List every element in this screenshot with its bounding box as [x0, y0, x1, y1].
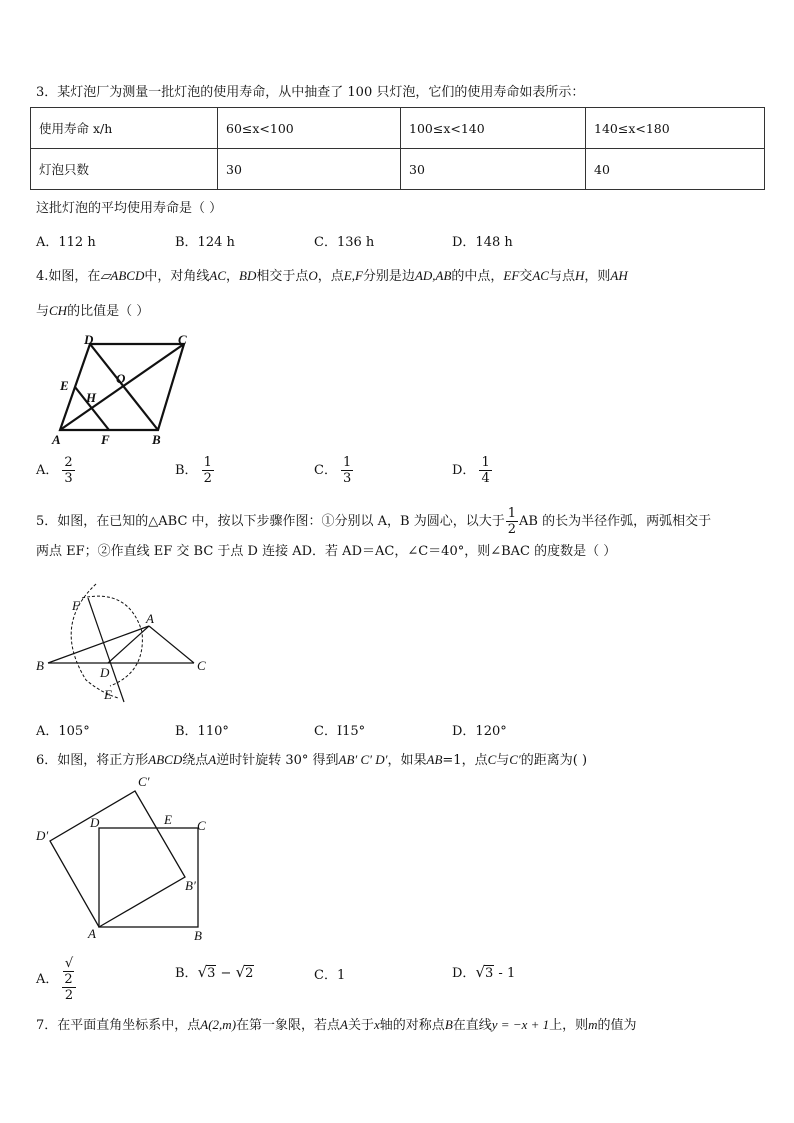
- text: 在直线: [452, 1018, 492, 1033]
- label-b: B: [36, 658, 44, 673]
- q5-option-d[interactable]: D．120°: [452, 724, 507, 739]
- denominator: 3: [64, 471, 73, 486]
- math: E,F: [343, 268, 363, 283]
- math: B: [444, 1017, 453, 1032]
- text: 与点: [548, 269, 575, 284]
- math: BD: [239, 268, 257, 283]
- label-d: D: [84, 332, 94, 347]
- table-cell: 40: [586, 149, 765, 190]
- math: AC: [532, 268, 549, 283]
- q3-option-b[interactable]: B．124 h: [175, 235, 235, 250]
- radicand: 3: [485, 966, 494, 981]
- q5-option-b[interactable]: B．110°: [175, 724, 229, 739]
- math: y = −x + 1: [491, 1017, 550, 1032]
- label-f: F: [101, 432, 110, 447]
- fraction: [506, 506, 518, 537]
- text: 在第一象限，若点: [236, 1018, 341, 1033]
- segment-ad: [108, 626, 149, 663]
- option-letter: A．: [36, 972, 59, 987]
- label-e: E: [60, 378, 69, 393]
- fraction: [62, 455, 74, 486]
- math: A(2,m): [200, 1017, 237, 1032]
- text: 的距离为( ): [520, 753, 588, 768]
- q6-option-c[interactable]: C．1: [314, 968, 346, 983]
- label-a: A: [52, 432, 61, 447]
- text: 7．在平面直角坐标系中，点: [36, 1018, 201, 1033]
- label-b: B: [152, 432, 161, 447]
- q7-stem: [36, 1016, 637, 1035]
- denominator: 3: [342, 471, 352, 486]
- segment-ab: [48, 626, 149, 663]
- label-a: A: [146, 611, 154, 626]
- math: A: [208, 752, 217, 767]
- option-letter: D．: [452, 966, 476, 981]
- q4-option-b[interactable]: [175, 455, 214, 486]
- label-f: F: [72, 598, 80, 613]
- math: H: [574, 268, 585, 283]
- math: AB′ C′ D′: [338, 752, 388, 767]
- q6-option-a[interactable]: [36, 956, 76, 1003]
- table-cell: 60≤x<100: [218, 108, 401, 149]
- text: - 1: [494, 966, 516, 981]
- lifetime-table: [30, 107, 765, 190]
- math: AC: [209, 268, 226, 283]
- text: 关于: [348, 1018, 375, 1033]
- q4-option-d[interactable]: [452, 455, 492, 486]
- table-cell: 30: [218, 149, 401, 190]
- text: 与: [496, 753, 510, 768]
- fraction: [341, 455, 353, 486]
- fraction: [62, 956, 75, 1003]
- text: ，如果: [387, 753, 427, 768]
- label-o: O: [116, 371, 126, 386]
- numerator: 1: [342, 455, 352, 470]
- q3-option-c[interactable]: C．136 h: [314, 235, 375, 250]
- radical-sign: √: [64, 956, 74, 971]
- denominator: 2: [64, 988, 74, 1003]
- text: 相交于点: [256, 269, 309, 284]
- table-cell: 使用寿命 x/h: [31, 108, 218, 149]
- label-d: D: [100, 665, 110, 680]
- table-cell: 140≤x<180: [586, 108, 765, 149]
- numerator: 2: [64, 455, 73, 470]
- label-d-prime: D′: [36, 828, 49, 843]
- fraction: [479, 455, 491, 486]
- math: C′: [509, 752, 521, 767]
- numerator: 1: [507, 506, 517, 521]
- table-cell: 100≤x<140: [401, 108, 586, 149]
- q4-option-a[interactable]: [36, 455, 75, 486]
- text: =1，点: [442, 753, 488, 768]
- label-c: C: [178, 332, 187, 347]
- radical-sign: √: [235, 963, 246, 981]
- q3-option-d[interactable]: D．148 h: [452, 235, 513, 250]
- diagonal-ac: [60, 344, 184, 430]
- table-cell: 灯泡只数: [31, 149, 218, 190]
- text: 中，对角线: [144, 269, 210, 284]
- table-row: [31, 149, 765, 190]
- q4-stem-line1: [36, 267, 628, 286]
- q6-square-rotation-figure: [32, 772, 222, 944]
- math: O: [308, 268, 318, 283]
- option-letter: A．: [36, 463, 59, 478]
- fraction: [202, 455, 214, 486]
- text: 4.如图，在: [36, 269, 101, 284]
- label-e: E: [104, 687, 112, 702]
- text: ，则: [584, 269, 611, 284]
- math: m: [588, 1017, 598, 1032]
- denominator: 2: [507, 522, 517, 537]
- math: ABCD: [148, 752, 183, 767]
- text: 逆时针旋转 30° 得到: [216, 753, 339, 768]
- numerator: 1: [481, 455, 490, 470]
- math: EF: [503, 268, 520, 283]
- text: 的值为: [597, 1018, 637, 1033]
- math: AH: [610, 268, 628, 283]
- math: AD,AB: [414, 268, 452, 283]
- text: 的比值是（ ）: [67, 304, 150, 319]
- math: A: [340, 1017, 348, 1032]
- minus-sign: −: [216, 966, 236, 981]
- q5-stem-line2: 两点 EF；②作直线 EF 交 BC 于点 D 连接 AD．若 AD＝AC，∠C＝40°，则∠BAC 的度数是（ ）: [36, 544, 617, 559]
- option-letter: B．: [175, 463, 198, 478]
- math: C: [487, 752, 497, 767]
- q6-option-b[interactable]: [175, 962, 254, 981]
- math: AB: [426, 752, 443, 767]
- radicand: 2: [245, 966, 254, 981]
- denominator: 4: [481, 471, 490, 486]
- text: ，: [226, 269, 240, 284]
- label-b: B: [194, 928, 202, 943]
- q4-stem-line2: [36, 302, 149, 321]
- text: ，点: [317, 269, 344, 284]
- table-cell: 30: [401, 149, 586, 190]
- q3-question: 这批灯泡的平均使用寿命是（ ）: [36, 201, 223, 216]
- text: 与: [36, 304, 50, 319]
- option-letter: C．: [314, 463, 337, 478]
- radical-sign: √: [475, 963, 485, 981]
- text: 轴的对称点: [379, 1018, 445, 1033]
- label-b-prime: B′: [185, 878, 196, 893]
- q4-option-c[interactable]: [314, 455, 353, 486]
- text: AB 的长为半径作弧，两弧相交于: [519, 514, 712, 529]
- option-letter: D．: [452, 463, 476, 478]
- numerator: [62, 956, 75, 988]
- label-h: H: [86, 390, 97, 405]
- q3-stem: 3．某灯泡厂为测量一批灯泡的使用寿命，从中抽查了 100 只灯泡，它们的使用寿命如表所示：: [36, 85, 585, 100]
- label-a: A: [88, 926, 96, 941]
- radicand: 2: [64, 972, 73, 987]
- label-d: D: [90, 815, 100, 830]
- q3-option-a[interactable]: A．112 h: [36, 235, 96, 250]
- q5-option-a[interactable]: A．105°: [36, 724, 90, 739]
- q5-option-c[interactable]: C．I15°: [314, 724, 366, 739]
- denominator: 2: [203, 471, 212, 486]
- text: 交: [519, 269, 533, 284]
- text: 6．如图，将正方形: [36, 753, 149, 768]
- q5-stem-line1: [36, 506, 711, 537]
- numerator: 1: [203, 455, 212, 470]
- label-c: C: [197, 818, 206, 833]
- label-c-prime: C′: [138, 774, 150, 789]
- math: CH: [49, 303, 68, 318]
- text: 上，则: [549, 1018, 589, 1033]
- radical-sign: √: [197, 963, 208, 981]
- q6-option-d[interactable]: [452, 962, 515, 981]
- math: x: [374, 1017, 380, 1032]
- q6-stem: [36, 751, 587, 770]
- q4-parallelogram-figure: [46, 332, 206, 450]
- radicand: 3: [207, 966, 216, 981]
- segment-ac: [149, 626, 194, 663]
- arc-from-a: [82, 596, 142, 686]
- table-row: [31, 108, 765, 149]
- option-letter: B．: [175, 966, 198, 981]
- text: 分别是边: [362, 269, 415, 284]
- text: 的中点，: [451, 269, 504, 284]
- parallelogram-name: ▱ABCD: [100, 268, 145, 283]
- label-e: E: [164, 812, 172, 827]
- q5-construction-figure: [34, 580, 219, 715]
- text: 绕点: [182, 753, 209, 768]
- text: 5．如图，在已知的△ABC 中，按以下步骤作图：①分别以 A，B 为圆心，以大于: [36, 514, 505, 529]
- label-c: C: [197, 658, 206, 673]
